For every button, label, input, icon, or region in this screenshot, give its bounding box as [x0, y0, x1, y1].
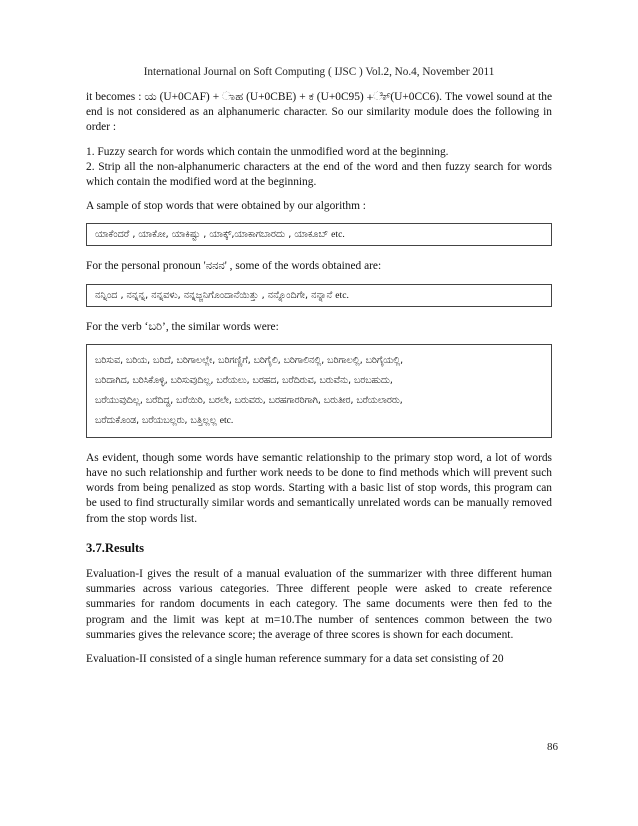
- algorithm-steps: [86, 145, 552, 191]
- pronoun-words-etc: etc.: [335, 289, 349, 301]
- paragraph-evident: As evident, though some words have semantic relationship to the primary stop word, a lot of words have no such relationship and further work needs to be done to find methods which will prevent such words from being penalized as stop words. Starting with a basic list of stop words, this program can be used to find structurally similar words and semantically unrelated words can be manually removed from the stop words list.: [86, 451, 552, 525]
- verb-words-line: ಬರೆಯುವುದಿಲ್ಲ, ಬರೆದಿದ್ದ, ಬರೆಯಿರಿ, ಬರಲೇ, ಬರುವರು, ಬರಹಗಾರರಿಗಾಗಿ, ಬರುತೀರ, ಬರೆಯಲಾರರು,: [95, 394, 403, 406]
- paragraph-unicode-breakdown: it becomes : ಯ (U+0CAF) + ಾಹ (U+0CBE) + ಕ (U+0C95) +ೆಾ್(U+0CC6). The vowel sound at the end is not considered as an alphanumeric character. So our similarity module does the following in order :: [86, 91, 552, 134]
- verb-words-etc: etc.: [219, 414, 234, 426]
- section-heading: 3.7.Results: [86, 540, 145, 555]
- paragraph-pronoun-intro: For the personal pronoun 'ನನನ' , some of the words obtained are:: [86, 260, 382, 273]
- page-number: 86: [547, 741, 558, 753]
- verb-words-last: ಬರೆದುಕೊಂಡ, ಬರೆಯಬಲ್ಲರು, ಬತ್ತಿಲ್ಲಲ್ಲ: [95, 414, 217, 426]
- page-body: [86, 90, 552, 676]
- stop-words-etc: etc.: [331, 229, 345, 241]
- paragraph-evaluation-2: Evaluation-II consisted of a single human reference summary for a data set consisting of 20: [86, 653, 504, 666]
- verb-words-line: ಬರಿಸುವ, ಬರಿಯ, ಬರಿದೆ, ಬರಿಗಾಲಲ್ಲೇ, ಬರಿಗಣ್ಣಿಗೆ, ಬರಿಗೈಲಿ, ಬರಿಗಾಲಿನಲ್ಲಿ, ಬರಿಗಾಲಲ್ಲಿ, ಬರಿಗೈಯಲ್ಲಿ,: [95, 354, 404, 366]
- pronoun-words-text: ನನ್ನಿಂದ , ನನ್ನನ್ನ, ನನ್ನವಳು, ನನ್ನಜ್ಜನಿಗೊಂದಾನೆಯಿತ್ತು , ನನ್ನೊಂದಿಗೇ, ನನ್ನಾನೆ: [95, 289, 333, 301]
- step-2: 2. Strip all the non-alphanumeric characters at the end of the word and then fuzzy search for words which contain the modified word at the beginning.: [86, 160, 552, 189]
- verb-words-line: [95, 411, 543, 431]
- paragraph-evaluation-1: Evaluation-I gives the result of a manual evaluation of the summarizer with three different human summaries across various categories. Three different people were asked to create reference summaries for random documents in each category. The same documents were then fed to the program and the limit was kept at m=10.The number of sentences common between the two summaries gives the relevance score; the average of three scores is shown for each document.: [86, 568, 552, 641]
- paragraph-stop-words-intro: A sample of stop words that were obtained by our algorithm :: [86, 200, 366, 213]
- verb-words-box: [86, 344, 552, 438]
- pronoun-words-box: [86, 284, 552, 307]
- journal-header: International Journal on Soft Computing ( IJSC ) Vol.2, No.4, November 2011: [143, 66, 495, 78]
- paragraph-verb-intro: For the verb ‘ಬರಿ’, the similar words were:: [86, 320, 279, 333]
- verb-words-line: ಬರಿದಾಗಿದ, ಬರಿಸಿಕೊಳ್ಳಿ, ಬರಿಸುವುದಿಲ್ಲ, ಬರೆಯಲು, ಬರಹದ, ಬರೆದಿರುವ, ಬರುವೆನು, ಬರಬಹುದು,: [95, 374, 393, 386]
- stop-words-box: [86, 223, 552, 246]
- step-1: 1. Fuzzy search for words which contain the unmodified word at the beginning.: [86, 145, 449, 158]
- stop-words-text: ಯಾಕೆಂದರೆ , ಯಾಕೋ, ಯಾಕಿಷ್ಟು , ಯಾಕ್ಕ್,ಯಾಕಾಗಬಾರದು , ಯಾಕೂಬ್: [95, 229, 329, 241]
